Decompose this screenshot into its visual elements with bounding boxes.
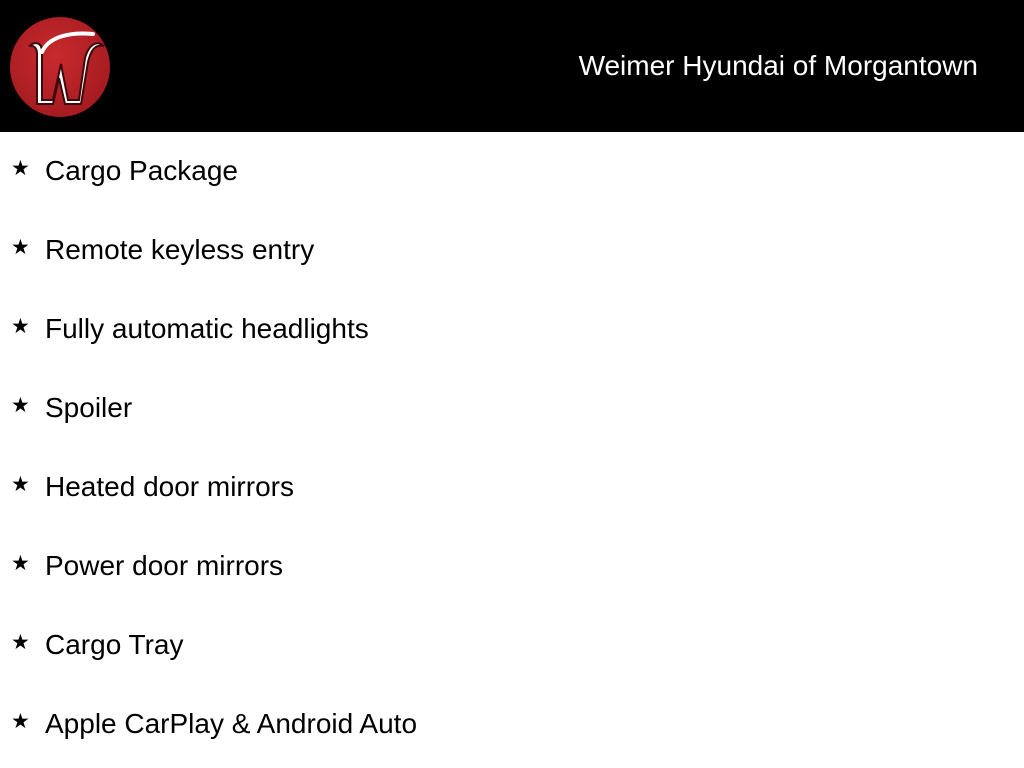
feature-label: Spoiler (45, 392, 133, 423)
feature-label: Cargo Tray (45, 629, 184, 660)
list-item (0, 527, 1024, 606)
star-icon: ★ (11, 236, 30, 259)
list-item (0, 132, 1024, 211)
star-icon: ★ (11, 631, 30, 654)
list-item (0, 369, 1024, 448)
feature-label: Heated door mirrors (45, 471, 294, 502)
feature-label: Remote keyless entry (45, 234, 315, 265)
feature-label: Fully automatic headlights (45, 313, 369, 344)
header-bar (0, 0, 1024, 132)
list-item (0, 211, 1024, 290)
feature-label: Power door mirrors (45, 550, 284, 581)
star-icon: ★ (11, 473, 30, 496)
dealer-logo-icon (9, 16, 111, 118)
star-icon: ★ (11, 552, 30, 575)
star-icon: ★ (11, 710, 30, 733)
list-item (0, 290, 1024, 369)
feature-list (0, 132, 1024, 764)
feature-label: Cargo Package (45, 155, 239, 186)
star-icon: ★ (11, 157, 30, 180)
list-item (0, 606, 1024, 685)
star-icon: ★ (11, 315, 30, 338)
feature-label: Apple CarPlay & Android Auto (45, 708, 418, 739)
star-icon: ★ (11, 394, 30, 417)
list-item (0, 685, 1024, 764)
list-item (0, 448, 1024, 527)
dealer-name: Weimer Hyundai of Morgantown (578, 50, 978, 81)
